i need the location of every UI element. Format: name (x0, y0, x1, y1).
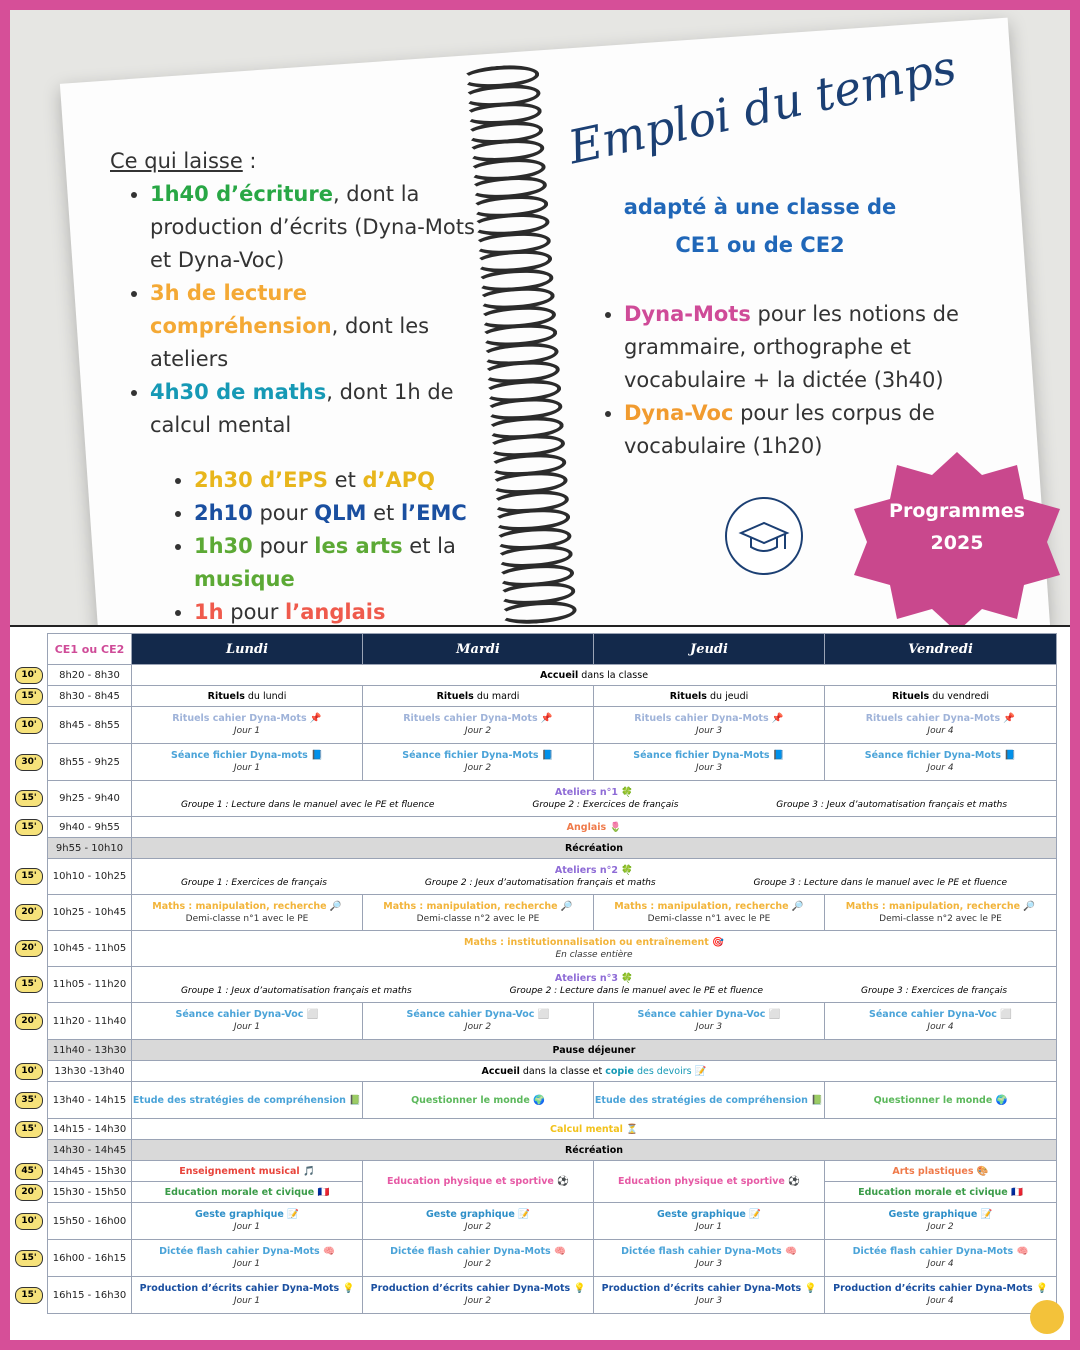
intro-label: Ce qui laisse (110, 149, 243, 173)
table-row: 10h25 - 10h45 Maths : manipulation, recherche 🔎 Demi-classe n°1 avec le PE Maths : manipulation, recherche 🔎 Demi-classe n°2 avec le PE Maths : manipulation, recherche 🔎 Demi-classe n°1 avec le PE Maths : manipulation, recherche 🔎 Demi-classe n°2 avec le PE (48, 895, 1057, 931)
graduation-cap-icon (725, 497, 803, 575)
list-item: • 2h30 d’EPS et d’APQ (194, 464, 490, 497)
table-row: 9h25 - 9h40 Ateliers n°1 🍀 Groupe 1 : Lecture dans le manuel avec le PE et fluence Groupe 2 : Exercices de français Groupe 3 : Jeux d’automatisation français et maths (48, 781, 1057, 817)
duration-badge: 30' (15, 754, 43, 771)
table-row: 9h55 - 10h10 Récréation (48, 838, 1057, 859)
duration-badge: 20' (15, 940, 43, 957)
duration-badge: 15' (15, 1121, 43, 1138)
duration-badge: 15' (15, 868, 43, 885)
duration-badge: 15' (15, 1287, 43, 1304)
day-vendredi: Vendredi (825, 634, 1057, 665)
table-row: 13h40 - 14h15 Etude des stratégies de compréhension 📗 Questionner le monde 🌍 Etude des stratégies de compréhension 📗 Questionner le monde 🌍 (48, 1082, 1057, 1119)
duration-badge: 15' (15, 790, 43, 807)
subtitle: adapté à une classe de CE1 ou de CE2 (623, 195, 897, 257)
duration-badge: 15' (15, 1250, 43, 1267)
list-item: • 2h10 pour QLM et l’EMC (194, 497, 490, 530)
day-jeudi: Jeudi (594, 634, 825, 665)
list-item: • 1h pour l’anglais (194, 596, 490, 629)
duration-badge: 10' (15, 667, 43, 684)
table-row: 8h55 - 9h25 Séance fichier Dyna-mots 📘 Jour 1 Séance fichier Dyna-Mots 📘 Jour 2 Séance fichier Dyna-Mots 📘 Jour 3 Séance fichier Dyna-Mots 📘 Jour 4 (48, 744, 1057, 781)
list-item: • 1h40 d’écriture, dont la production d’écrits (Dyna-Mots et Dyna-Voc) (150, 178, 490, 277)
list-item: • Dyna-Mots pour les notions de grammaire, orthographe et vocabulaire + la dictée (3h40) (624, 298, 962, 397)
duration-badge: 10' (15, 717, 43, 734)
table-row: 14h30 - 14h45 Récréation (48, 1140, 1057, 1161)
owl-logo-icon (1030, 1300, 1064, 1334)
table-row: 16h00 - 16h15 Dictée flash cahier Dyna-Mots 🧠 Jour 1 Dictée flash cahier Dyna-Mots 🧠 Jour 2 Dictée flash cahier Dyna-Mots 🧠 Jour 3 Dictée flash cahier Dyna-Mots 🧠 Jour 4 (48, 1240, 1057, 1277)
left-summary: Ce qui laisse : • 1h40 d’écriture, dont la production d’écrits (Dyna-Mots et Dyna-Voc) • 3h de lecture compréhension, dont les ateliers • 4h30 de maths, dont 1h de calcul mental • 2h30 d’EPS et d’APQ • 2h10 pour QLM et l’EMC • 1h30 pour les arts et la musique • 1h pour l’anglais (110, 145, 490, 629)
table-row: 11h20 - 11h40 Séance cahier Dyna-Voc ⬜ Jour 1 Séance cahier Dyna-Voc ⬜ Jour 2 Séance cahier Dyna-Voc ⬜ Jour 3 Séance cahier Dyna-Voc ⬜ Jour 4 (48, 1003, 1057, 1040)
table-row: 10h45 - 11h05 Maths : institutionnalisation ou entraînement 🎯 En classe entière (48, 931, 1057, 967)
duration-badge: 45' (15, 1163, 43, 1180)
day-mardi: Mardi (363, 634, 594, 665)
duration-badge: 35' (15, 1092, 43, 1109)
table-row: 15h50 - 16h00 Geste graphique 📝 Jour 1 Geste graphique 📝 Jour 2 Geste graphique 📝 Jour 1 Geste graphique 📝 Jour 2 (48, 1203, 1057, 1240)
table-row: 14h45 - 15h30 Enseignement musical 🎵 Education physique et sportive ⚽ Education physique et sportive ⚽ Arts plastiques 🎨 (48, 1161, 1057, 1182)
table-row: 15h30 - 15h50 Education morale et civique 🇫🇷 Education morale et civique 🇫🇷 (48, 1182, 1057, 1203)
programmes-badge: Programmes 2025 (889, 500, 1025, 554)
duration-badge: 20' (15, 1013, 43, 1030)
table-header: CE1 ou CE2 Lundi Mardi Jeudi Vendredi (48, 634, 1057, 665)
table-row: 14h15 - 14h30 Calcul mental ⏳ (48, 1119, 1057, 1140)
duration-badge: 20' (15, 1184, 43, 1201)
timetable-section (10, 627, 1070, 1340)
table-row: 8h45 - 8h55 Rituels cahier Dyna-Mots 📌 Jour 1 Rituels cahier Dyna-Mots 📌 Jour 2 Rituels cahier Dyna-Mots 📌 Jour 3 Rituels cahier Dyna-Mots 📌 Jour 4 (48, 707, 1057, 744)
table-row: 8h30 - 8h45 Rituels du lundi Rituels du mardi Rituels du jeudi Rituels du vendredi (48, 686, 1057, 707)
duration-badge: 15' (15, 688, 43, 705)
duration-badge: 10' (15, 1063, 43, 1080)
table-row: 10h10 - 10h25 Ateliers n°2 🍀 Groupe 1 : Exercices de français Groupe 2 : Jeux d’automatisation français et maths Groupe 3 : Lecture dans le manuel avec le PE et fluence (48, 859, 1057, 895)
table-row: 11h40 - 13h30 Pause déjeuner (48, 1040, 1057, 1061)
duration-badge: 10' (15, 1213, 43, 1230)
day-lundi: Lundi (132, 634, 363, 665)
list-item: • 3h de lecture compréhension, dont les ateliers (150, 277, 490, 376)
page-frame (10, 10, 1070, 1340)
page-title: Emploi du temps (563, 39, 961, 175)
list-item: • 4h30 de maths, dont 1h de calcul mental (150, 376, 490, 442)
list-item: • 1h30 pour les arts et la musique (194, 530, 490, 596)
table-row: 11h05 - 11h20 Ateliers n°3 🍀 Groupe 1 : Jeux d’automatisation français et maths Groupe 2 : Lecture dans le manuel avec le PE et fluence Groupe 3 : Exercices de français (48, 967, 1057, 1003)
duration-badge: 15' (15, 976, 43, 993)
list-item: • Dyna-Voc pour les corpus de vocabulaire (1h20) (624, 397, 962, 463)
timetable (47, 633, 1057, 1314)
top-section (10, 10, 1070, 625)
table-row: 8h20 - 8h30 Accueil dans la classe (48, 665, 1057, 686)
duration-badge: 20' (15, 904, 43, 921)
right-summary (602, 298, 962, 463)
table-row: 13h30 -13h40 Accueil dans la classe et copie des devoirs 📝 (48, 1061, 1057, 1082)
table-row: 9h40 - 9h55 Anglais 🌷 (48, 817, 1057, 838)
duration-badge: 15' (15, 819, 43, 836)
table-row: 16h15 - 16h30 Production d’écrits cahier Dyna-Mots 💡 Jour 1 Production d’écrits cahier Dyna-Mots 💡 Jour 2 Production d’écrits cahier Dyna-Mots 💡 Jour 3 Production d’écrits cahier Dyna-Mots 💡 Jour 4 (48, 1277, 1057, 1314)
